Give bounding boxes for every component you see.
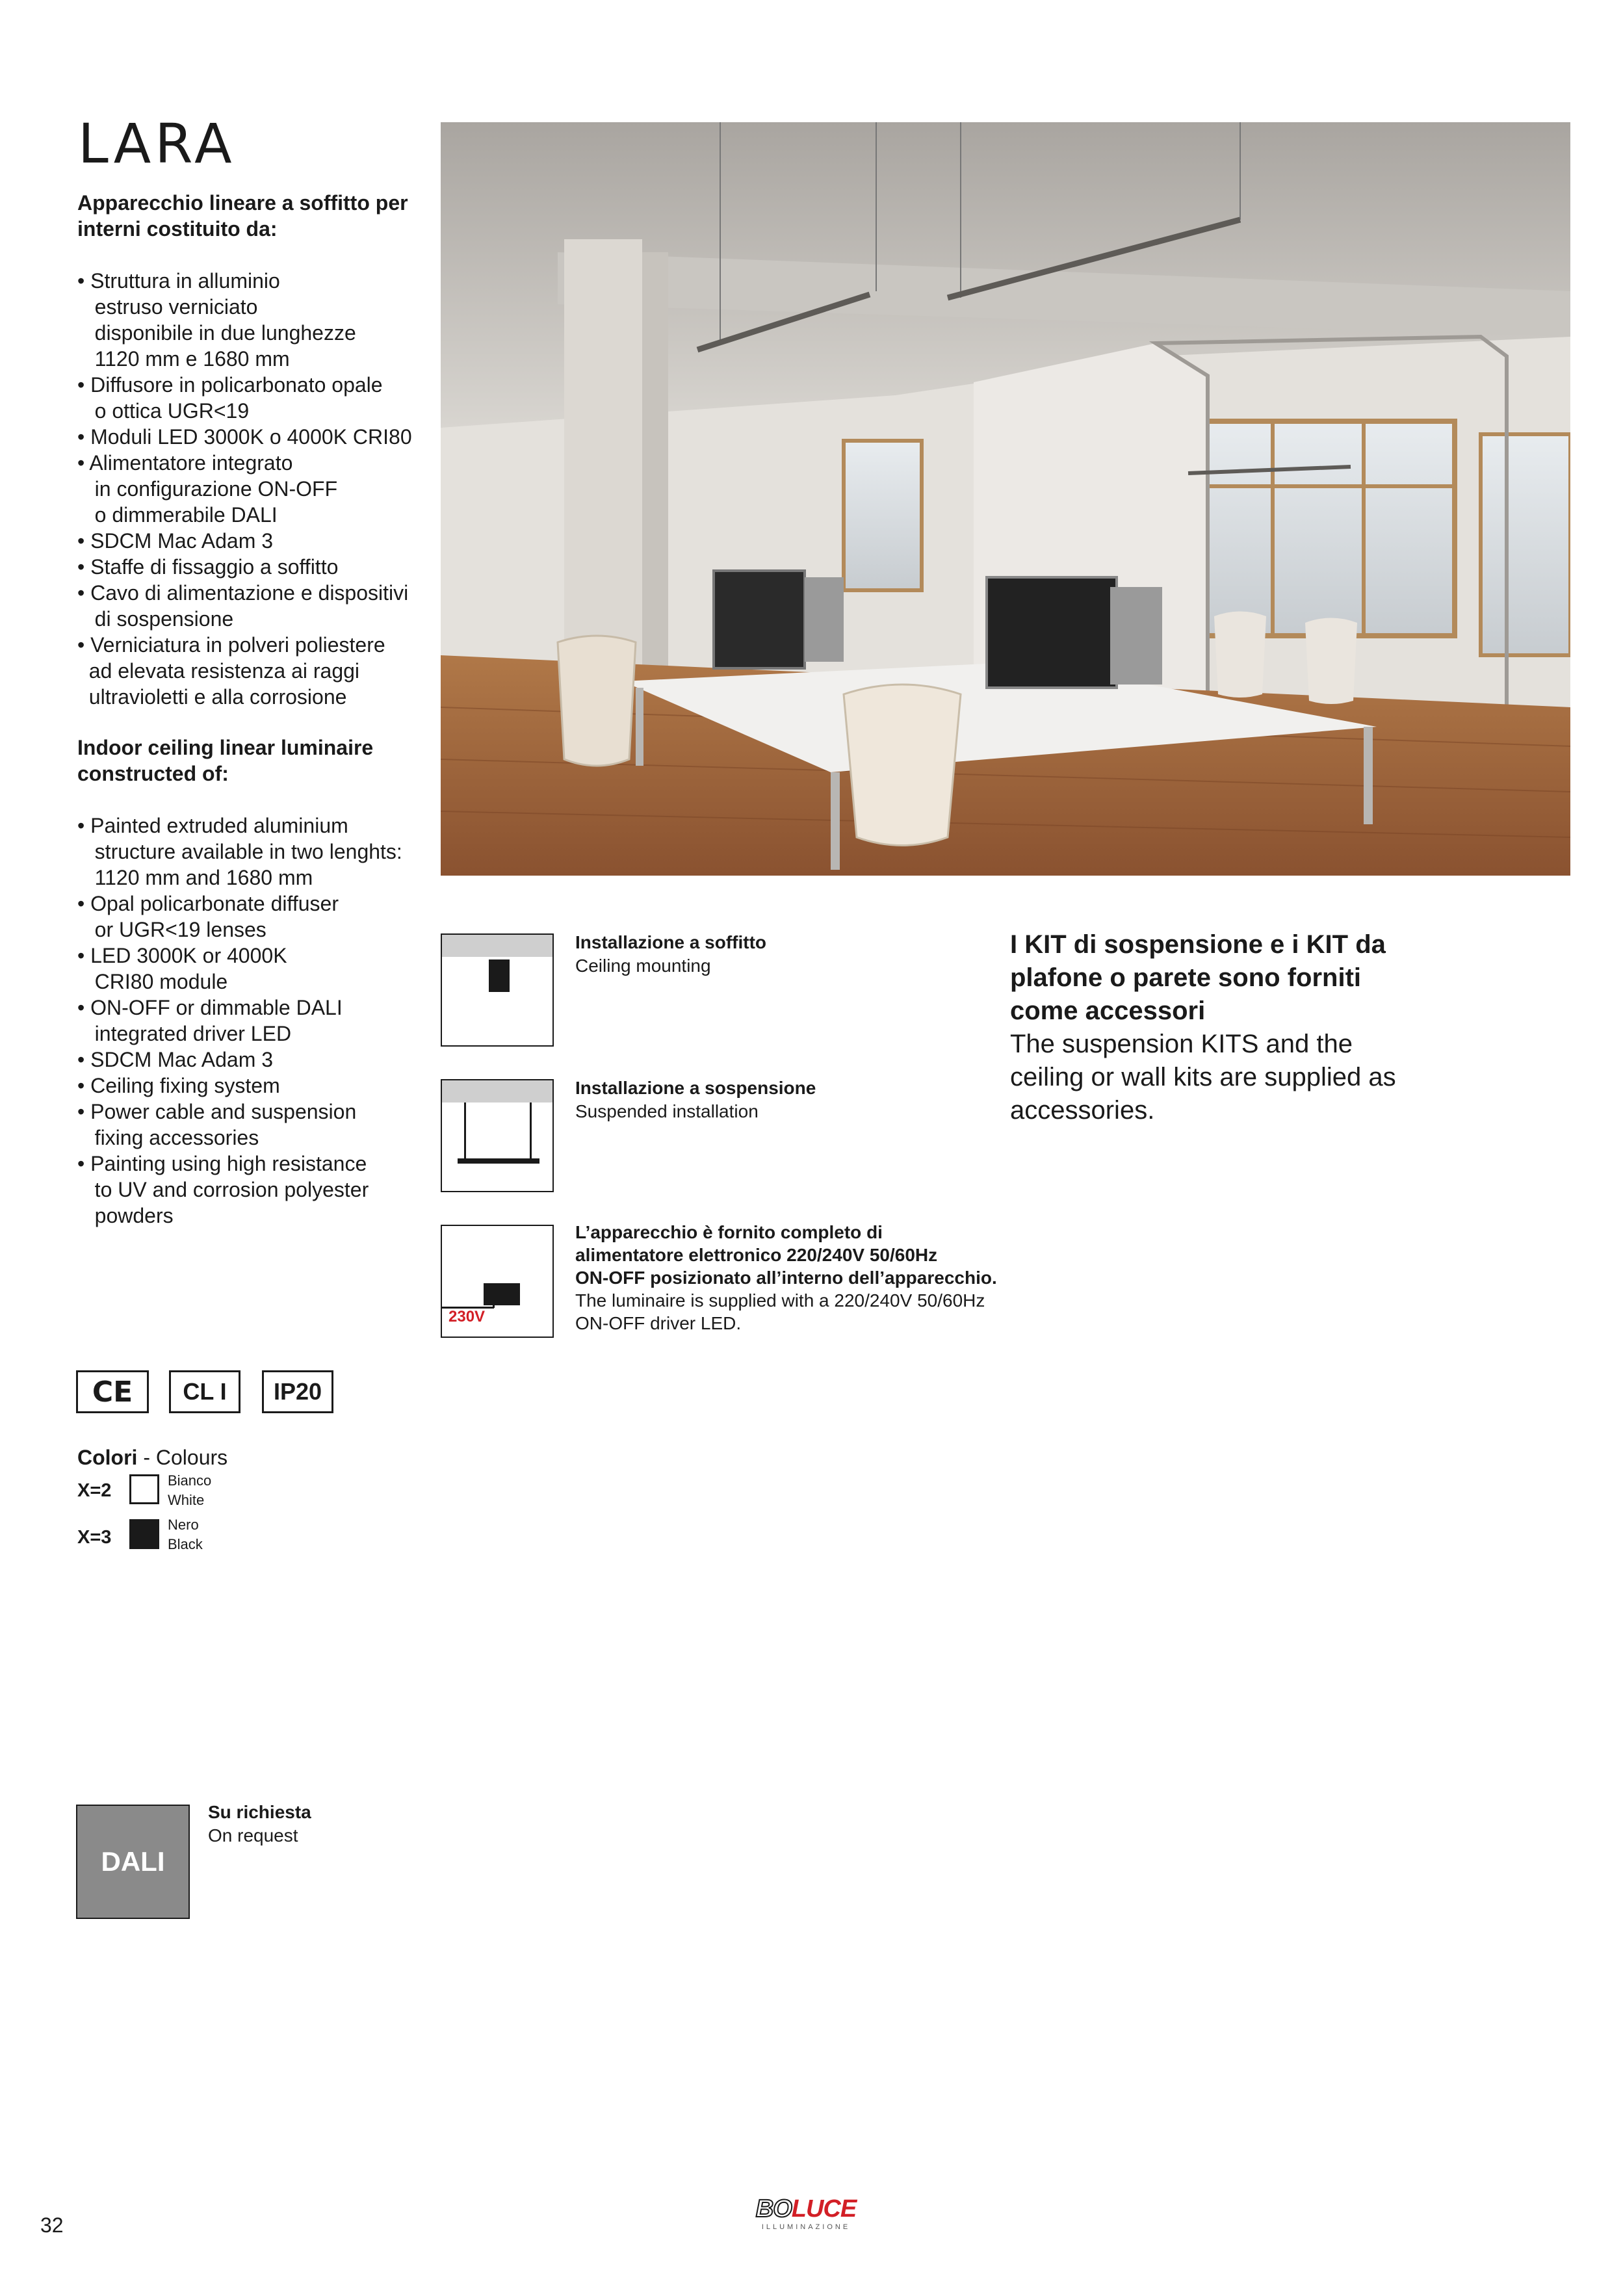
feature-item: • Cavo di alimentazione e dispositivi <box>77 581 409 605</box>
feature-item: • Painting using high resistance <box>77 1152 367 1175</box>
feature-item: • Power cable and suspension <box>77 1100 357 1123</box>
supply-line-2: alimentatore elettronico 220/240V 50/60Hz <box>575 1245 938 1265</box>
kit-en-line-3: accessories. <box>1010 1096 1155 1125</box>
feature-item: in configurazione ON-OFF <box>77 477 338 501</box>
ceiling-mount-icon <box>441 933 554 1047</box>
colour-white-it: Bianco <box>168 1472 212 1489</box>
feature-item: • Alimentatore integrato <box>77 451 293 475</box>
ip-rating-badge: IP20 <box>262 1370 333 1413</box>
black-swatch <box>129 1519 159 1549</box>
kit-it-line-3: come accessori <box>1010 997 1206 1025</box>
feature-item: • SDCM Mac Adam 3 <box>77 1048 274 1071</box>
feature-item: CRI80 module <box>77 970 228 993</box>
white-swatch <box>129 1474 159 1504</box>
supply-line-3: ON-OFF posizionato all’interno dell’apparecchio. <box>575 1268 997 1288</box>
suspended-install-subtitle: Suspended installation <box>575 1101 759 1121</box>
suspension-mount-icon <box>441 1079 554 1192</box>
feature-item: • Staffe di fissaggio a soffitto <box>77 555 339 579</box>
dali-on-request-en: On request <box>208 1825 298 1846</box>
feature-item: integrated driver LED <box>77 1022 292 1045</box>
class-badge: CL I <box>169 1370 240 1413</box>
feature-item: • Ceiling fixing system <box>77 1074 280 1097</box>
dali-badge: DALI <box>76 1805 190 1919</box>
colour-black-en: Black <box>168 1536 203 1552</box>
kit-accessories-note <box>1010 928 1439 1127</box>
driver-supply-icon <box>441 1225 554 1338</box>
colours-label-it: Colori <box>77 1446 138 1469</box>
office-photo <box>441 122 1570 876</box>
feature-item: fixing accessories <box>77 1126 259 1149</box>
feature-item: • LED 3000K or 4000K <box>77 944 287 967</box>
supply-line-5: ON-OFF driver LED. <box>575 1313 742 1333</box>
product-title: LARA <box>78 112 236 176</box>
voltage-label: 230V <box>448 1308 486 1325</box>
suspended-install-title: Installazione a sospensione <box>575 1078 816 1098</box>
feature-item: • Struttura in alluminio <box>77 269 280 293</box>
feature-item: • Painted extruded aluminium <box>77 814 348 837</box>
colours-label-sep: - <box>137 1446 156 1469</box>
feature-item: • Verniciatura in polveri poliestere <box>77 633 385 657</box>
feature-item: powders <box>77 1204 174 1227</box>
ce-mark-icon: CE <box>76 1370 149 1413</box>
feature-item: disponibile in due lunghezze <box>77 321 356 345</box>
feature-item: to UV and corrosion polyester <box>77 1178 369 1201</box>
colour-white-en: White <box>168 1492 205 1508</box>
feature-item: • Moduli LED 3000K o 4000K CRI80 <box>77 425 412 449</box>
italian-feature-list <box>77 268 441 710</box>
ceiling-install-title: Installazione a soffitto <box>575 932 767 952</box>
feature-item: • ON-OFF or dimmable DALI <box>77 996 343 1019</box>
english-feature-list <box>77 813 441 1229</box>
feature-item: o dimmerabile DALI <box>77 503 278 527</box>
feature-item: • Opal policarbonate diffuser <box>77 892 339 915</box>
colour-code-white: X=2 <box>77 1480 112 1501</box>
feature-item: • Diffusore in policarbonato opale <box>77 373 383 397</box>
kit-it-line-1: I KIT di sospensione e i KIT da <box>1010 930 1386 959</box>
ceiling-install-subtitle: Ceiling mounting <box>575 956 711 976</box>
dali-on-request-it: Su richiesta <box>208 1802 311 1822</box>
supply-line-4: The luminaire is supplied with a 220/240V 50/60Hz <box>575 1290 985 1311</box>
kit-it-line-2: plafone o parete sono forniti <box>1010 963 1362 992</box>
colours-heading <box>77 1446 227 1470</box>
english-lead: Indoor ceiling linear luminaire constructed of: <box>77 736 374 785</box>
feature-item: structure available in two lenghts: <box>77 840 402 863</box>
italian-lead: Apparecchio lineare a soffitto per interni costituito da: <box>77 191 408 241</box>
page-number: 32 <box>40 2213 64 2237</box>
feature-item: o ottica UGR<19 <box>77 399 250 423</box>
feature-item: ad elevata resistenza ai raggi <box>77 659 360 683</box>
colour-black-it: Nero <box>168 1517 199 1533</box>
feature-item: • SDCM Mac Adam 3 <box>77 529 274 553</box>
feature-item: or UGR<19 lenses <box>77 918 266 941</box>
feature-item: estruso verniciato <box>77 295 258 319</box>
feature-item: 1120 mm e 1680 mm <box>77 347 290 371</box>
colours-label-en: Colours <box>155 1446 228 1469</box>
feature-item: 1120 mm and 1680 mm <box>77 866 313 889</box>
kit-en-line-1: The suspension KITS and the <box>1010 1030 1353 1058</box>
colour-code-black: X=3 <box>77 1527 112 1548</box>
supply-line-1: L’apparecchio è fornito completo di <box>575 1222 883 1242</box>
kit-en-line-2: ceiling or wall kits are supplied as <box>1010 1063 1396 1091</box>
brand-logo: BOLUCE ILLUMINAZIONE <box>755 2195 857 2231</box>
feature-item: di sospensione <box>77 607 234 631</box>
supply-note <box>575 1221 1043 1335</box>
feature-item: ultravioletti e alla corrosione <box>77 685 347 709</box>
